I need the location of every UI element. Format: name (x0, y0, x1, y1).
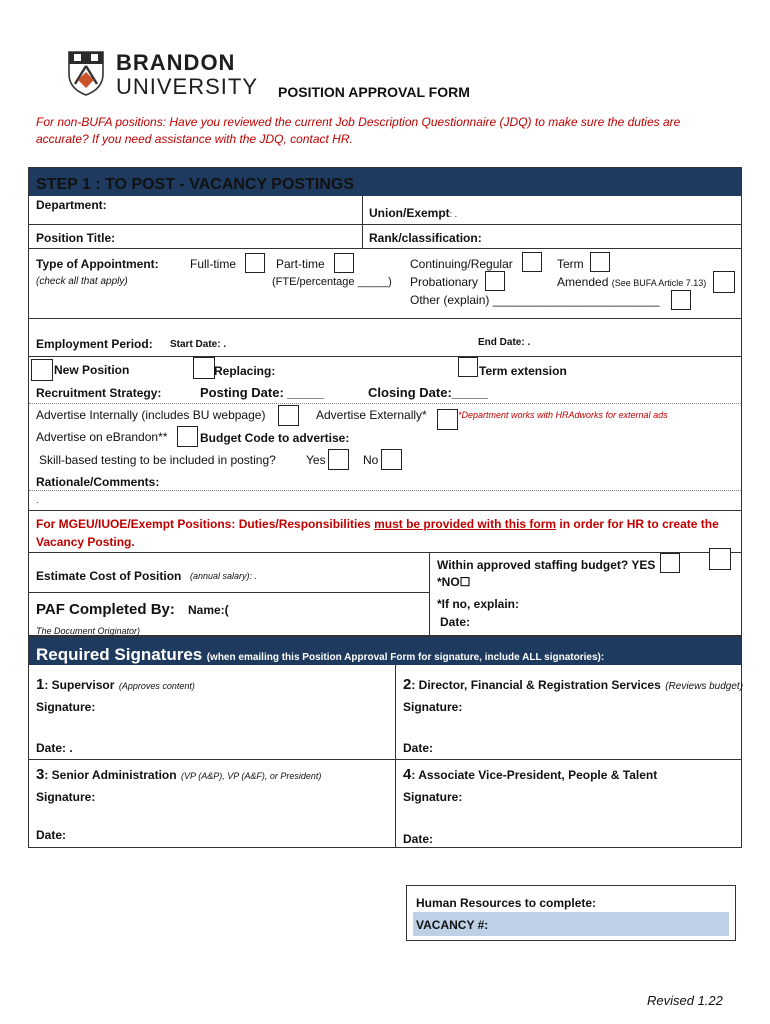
part-time-label: Part-time (276, 257, 325, 271)
paf-name-label: Name:( (188, 603, 229, 617)
closing-date-label: Closing Date:_____ (368, 385, 488, 400)
step1-title: STEP 1 : TO POST - VACANCY POSTINGS (36, 176, 354, 193)
sig1-signature-label: Signature: (36, 700, 96, 714)
fte-label: (FTE/percentage _____) (272, 276, 392, 288)
budget-code-label: Budget Code to advertise: (200, 431, 350, 445)
employment-period-label: Employment Period: (36, 337, 153, 351)
signatures-section (28, 636, 742, 848)
union-exempt-label: Union/Exempt: . (369, 206, 458, 220)
sig4-heading: 4: Associate Vice-President, People & Talent (403, 766, 658, 783)
skill-testing-label: Skill-based testing to be included in posting? (39, 453, 276, 467)
doc-originator-note: The Document Originator) (36, 626, 141, 636)
continuing-checkbox[interactable] (522, 252, 542, 272)
hr-box (406, 885, 736, 941)
advertise-ebrandon-checkbox[interactable] (177, 426, 198, 447)
type-of-appointment-label: Type of Appointment: (36, 257, 159, 271)
other-checkbox[interactable] (671, 290, 691, 310)
rank-label: Rank/classification: (369, 231, 482, 245)
posting-date-label: Posting Date: _____ (200, 385, 324, 400)
mgeu-notice-line2: Vacancy Posting. (36, 535, 135, 549)
vacancy-number-label: VACANCY #: (416, 918, 489, 932)
university-logo (66, 50, 259, 102)
new-position-checkbox[interactable] (31, 359, 53, 381)
probationary-checkbox[interactable] (485, 271, 505, 291)
if-no-explain-label: *If no, explain: (437, 597, 520, 611)
sig3-heading: 3: Senior Administration (VP (A&P), VP (A&F), or President) (36, 766, 322, 783)
department-label: Department: (36, 198, 107, 212)
annual-salary-label: (annual salary): . (190, 571, 258, 581)
sig2-signature-label: Signature: (403, 700, 463, 714)
amended-label: Amended (See BUFA Article 7.13) (557, 275, 707, 289)
sig3-signature-label: Signature: (36, 790, 96, 804)
sig4-signature-label: Signature: (403, 790, 463, 804)
advertise-externally-label: Advertise Externally* (316, 408, 427, 422)
rationale-label: Rationale/Comments: (36, 475, 160, 489)
within-budget-label: Within approved staffing budget? YES (437, 558, 656, 572)
new-position-label: New Position (54, 363, 130, 377)
advertise-externally-checkbox[interactable] (437, 409, 458, 430)
sig1-date-label: Date: . (36, 741, 73, 755)
rationale-value: . (36, 495, 39, 505)
budget-no-label: *NO☐ (437, 575, 471, 589)
term-label: Term (557, 257, 584, 271)
budget-date-label: Date: (440, 615, 471, 629)
probationary-label: Probationary (410, 275, 479, 289)
start-date-label: Start Date: . (170, 339, 227, 350)
continuing-label: Continuing/Regular (410, 257, 513, 271)
advertise-internally-checkbox[interactable] (278, 405, 299, 426)
jdq-notice-line1: For non-BUFA positions: Have you reviewed the current Job Description Questionnaire (JDQ) to make sure the duties are (36, 115, 681, 129)
amended-checkbox[interactable] (713, 271, 735, 293)
hr-complete-label: Human Resources to complete: (416, 896, 597, 910)
logo-brandon: BRANDON (116, 50, 236, 75)
other-explain-label: Other (explain) _________________________ (410, 293, 660, 307)
budget-no-checkbox[interactable]: ☐ (459, 575, 471, 589)
mgeu-notice-line1: For MGEU/IUOE/Exempt Positions: Duties/Responsibilities must be provided with this form in order for HR to create the (36, 517, 719, 531)
term-extension-label: Term extension (479, 364, 567, 378)
budget-yes-checkbox[interactable] (660, 553, 680, 573)
advertise-internally-label: Advertise Internally (includes BU webpage) (36, 408, 266, 422)
recruitment-strategy-label: Recruitment Strategy: (36, 386, 162, 400)
term-extension-checkbox[interactable] (458, 357, 478, 377)
skill-no-checkbox[interactable] (381, 449, 402, 470)
part-time-checkbox[interactable] (334, 253, 354, 273)
skill-no-label: No (363, 453, 379, 467)
full-time-checkbox[interactable] (245, 253, 265, 273)
sig3-date-label: Date: (36, 828, 67, 842)
position-title-label: Position Title: (36, 231, 116, 245)
paf-completed-label: PAF Completed By: (36, 601, 175, 618)
estimate-cost-label: Estimate Cost of Position (36, 569, 182, 583)
budget-extra-checkbox[interactable] (709, 548, 731, 570)
sig2-heading: 2: Director, Financial & Registration Services (Reviews budget) (403, 676, 744, 693)
sig1-heading: 1: Supervisor (Approves content) (36, 676, 195, 693)
full-time-label: Full-time (190, 257, 237, 271)
replacing-label: Replacing: (214, 364, 276, 378)
logo-university: UNIVERSITY (116, 74, 259, 99)
term-checkbox[interactable] (590, 252, 610, 272)
jdq-notice-line2: accurate? If you need assistance with the JDQ, contact HR. (36, 132, 353, 146)
signatures-title: Required Signatures (when emailing this Position Approval Form for signature, include ALL signatories): (36, 645, 605, 664)
replacing-checkbox[interactable] (193, 357, 215, 379)
check-all-note: (check all that apply) (36, 276, 128, 287)
revised-label: Revised 1.22 (647, 993, 723, 1008)
sig2-date-label: Date: (403, 741, 434, 755)
skill-yes-label: Yes (306, 453, 326, 467)
end-date-label: End Date: . (478, 337, 531, 348)
external-ads-note: *Department works with HRAdworks for external ads (458, 410, 668, 420)
skill-yes-checkbox[interactable] (328, 449, 349, 470)
sig4-date-label: Date: (403, 832, 434, 846)
crest-icon (66, 50, 106, 96)
form-title: POSITION APPROVAL FORM (278, 84, 470, 100)
advertise-ebrandon-label: Advertise on eBrandon** (36, 430, 168, 444)
